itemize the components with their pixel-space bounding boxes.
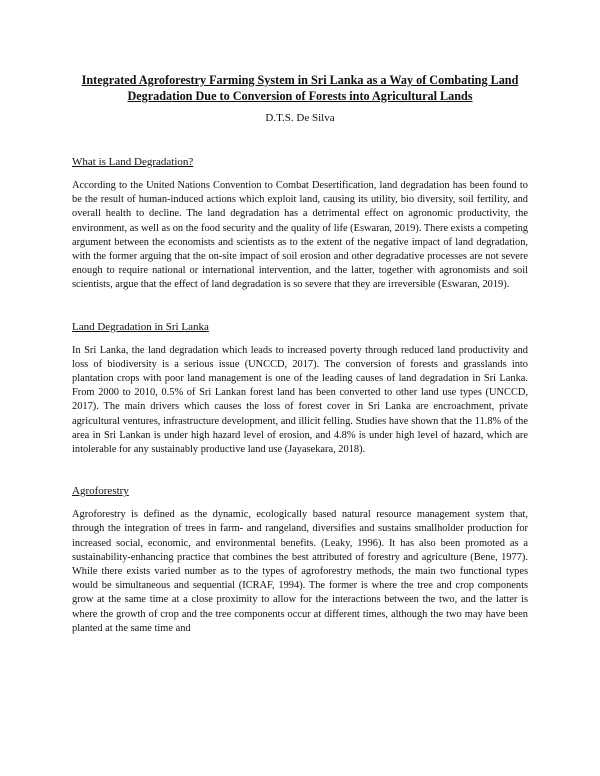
author-name: D.T.S. De Silva: [265, 112, 335, 124]
document-page: [72, 72, 528, 636]
section-body-sri-lanka: In Sri Lanka, the land degradation which leads to increased poverty through reduced land productivity and loss of biodiversity is a serious issue (UNCCD, 2017). The conversion of forests and grasslands into plantation crops with poor land management is one of the leading causes of land degradation in Sri Lanka. From 2000 to 2010, 0.5% of Sri Lankan forest land has been converted to other land use types (UNCCD, 2017). The main drivers which causes the loss of forest cover in Sri Lanka are encroachment, private agricultural ventures, infrastructure development, and illicit felling. Studies have shown that the 11.8% of the area in Sri Lankan is under high hazard level of erosion, and 4.8% is under high level of hazard, which are intolerable for any sustainably productive land use (Jayasekara, 2018).: [72, 344, 528, 456]
section-heading-land-degradation: What is Land Degradation?: [72, 156, 194, 168]
document-title: Integrated Agroforestry Farming System in Sri Lanka as a Way of Combating Land Degradation Due to Conversion of Forests into Agricultural Lands: [81, 73, 519, 103]
section-heading-sri-lanka: Land Degradation in Sri Lanka: [72, 320, 209, 333]
section-heading-agroforestry: Agroforestry: [72, 485, 129, 498]
section-body-land-degradation: According to the United Nations Convention to Combat Desertification, land degradation has been found to be the result of human-induced actions which exploit land, causing its utility, bio diversity, soil fertility, and overall health to decline. The land degradation has a detrimental effect on agronomic productivity, the environment, as well as on the food security and the quality of life (Eswaran, 2019). There exists a competing argument between the economists and scientists as to the extent of the negative impact of land degradation, with the former arguing that the on-site impact of soil erosion and other degradative processes are not severe enough to require national or international intervention, and the latter, together with agronomists and soil scientists, argue that the effect of land degradation is so severe that they are irreversible (Eswaran, 2019).: [72, 180, 529, 291]
section-body-agroforestry: Agroforestry is defined as the dynamic, ecologically based natural resource management system that, through the integration of trees in farm- and rangeland, diversifies and sustains smallholder production for increased social, economic, and environmental benefits. (Leaky, 1996). It has also been promoted as a sustainability-enhancing practice that combines the best attributed of forestry and agriculture (Bene, 1977). While there exists varied number as to the types of agroforestry methods, the main two functional types would be simultaneous and sequential (ICRAF, 1994). The former is where the tree and crop components grow at the same time at a close proximity to allow for the interactions between the two, and the latter is where the growth of crop and the tree components occur at different times, although the two may have been planted at the same time and: [72, 509, 528, 634]
